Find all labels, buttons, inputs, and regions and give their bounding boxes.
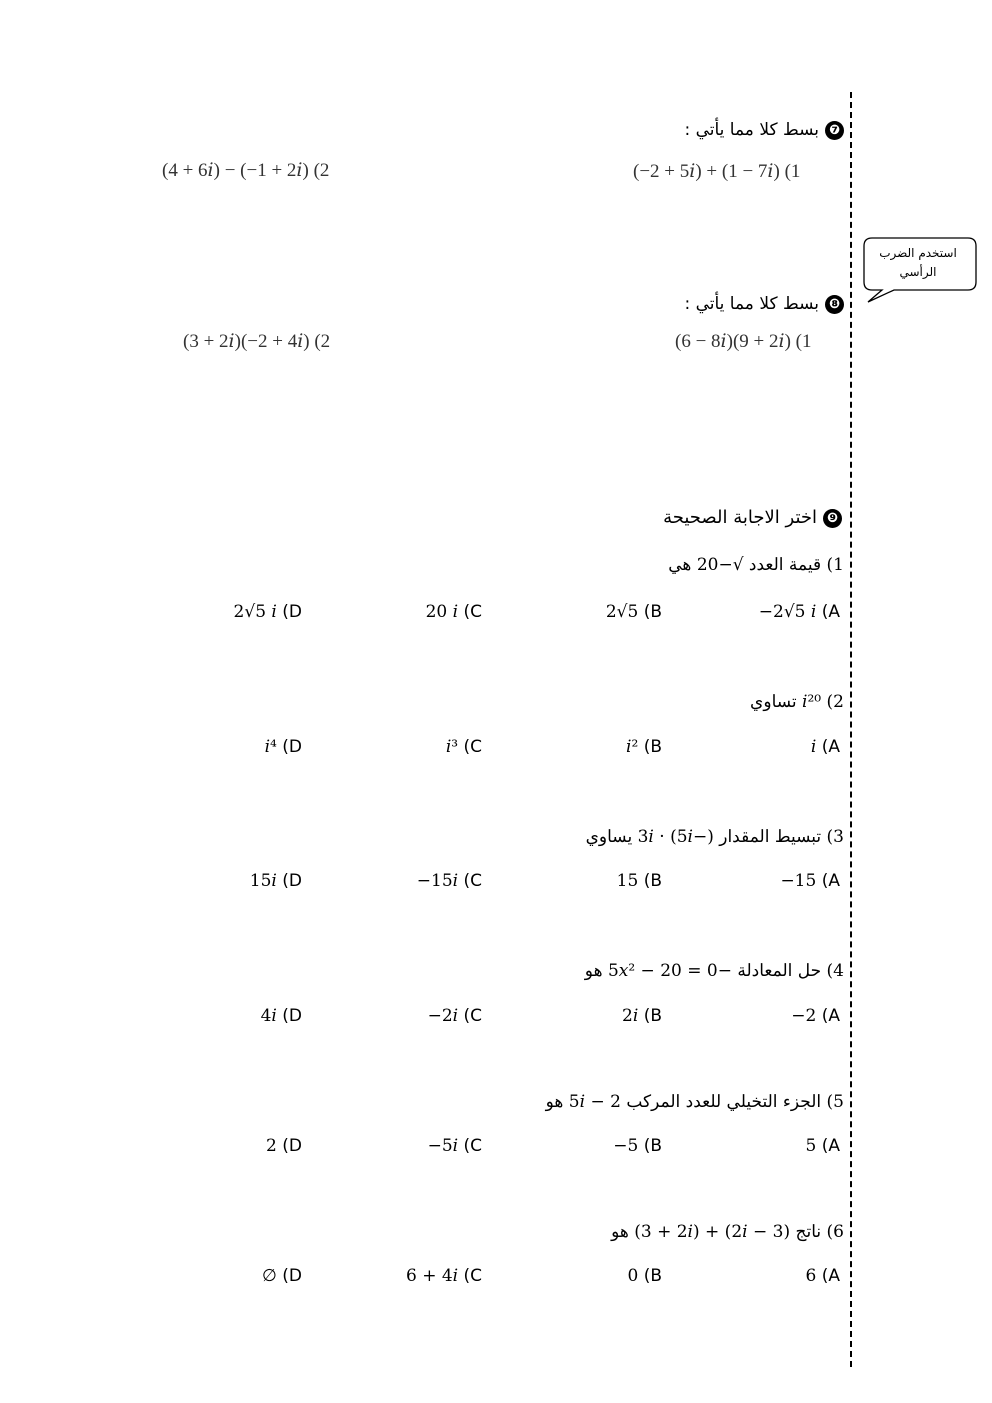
option-value: 15𝑖 [249, 871, 277, 891]
option-value: ∅ [262, 1266, 277, 1286]
option-value: 20 𝑖 [425, 602, 459, 622]
option-letter: (A [816, 602, 840, 622]
option-letter: (A [816, 1266, 840, 1286]
option-letter: (D [276, 737, 302, 757]
option-letter: (B [643, 602, 662, 622]
option-value: 6 + 4𝑖 [405, 1266, 459, 1286]
note-text: استخدم الضرب الرأسي [879, 246, 957, 279]
mcq-6-question: 6) ناتج (3 − 2𝑖) + (3 + 2𝑖) هو [611, 1222, 844, 1242]
mcq-5-option-a[interactable] [806, 1136, 841, 1156]
option-value: 15 [616, 871, 639, 891]
option-value: 4𝑖 [260, 1006, 277, 1026]
option-value: 𝑖⁴ [264, 737, 277, 757]
q8-item-2: (3 + 2𝑖)(−2 + 4𝑖) (2 [183, 331, 331, 352]
option-letter: (A [816, 1006, 840, 1026]
option-value: 2 [266, 1136, 277, 1156]
q7-heading-text: بسط كلا مما يأتي : [684, 120, 819, 140]
option-letter: (D [276, 1266, 302, 1286]
mcq-6-option-a[interactable] [806, 1266, 841, 1286]
q8-heading [684, 294, 844, 314]
option-value: −2√5 𝑖 [758, 602, 817, 622]
option-letter: (C [458, 1136, 482, 1156]
option-value: −2𝑖 [427, 1006, 459, 1026]
mcq-4-option-d[interactable] [261, 1006, 302, 1026]
mcq-4-option-c[interactable] [428, 1006, 482, 1026]
mcq-1-option-d[interactable] [234, 602, 302, 622]
mcq-1-option-b[interactable] [606, 602, 662, 622]
option-value: −15 [780, 871, 817, 891]
option-value: 𝑖 [810, 737, 817, 757]
mcq-5-option-d[interactable] [266, 1136, 302, 1156]
q8-number-badge: ❽ [825, 295, 844, 314]
mcq-2-option-a[interactable] [811, 737, 840, 757]
option-letter: (B [638, 737, 662, 757]
mcq-6-option-d[interactable] [262, 1266, 302, 1286]
option-value: 𝑖² [626, 737, 639, 757]
mcq-4-option-b[interactable] [622, 1006, 662, 1026]
q9-heading-text: اختر الاجابة الصحيحة [663, 507, 817, 528]
option-value: 𝑖³ [445, 737, 459, 757]
q7-item-1: (−2 + 5𝑖) + (1 − 7𝑖) (1 [633, 161, 801, 182]
option-letter: (D [276, 1006, 302, 1026]
mcq-2-question: 2) 𝑖²⁰ تساوي [750, 692, 844, 712]
q9-heading [663, 507, 842, 528]
option-letter: (A [816, 1136, 840, 1156]
option-value: 2√5 𝑖 [233, 602, 277, 622]
mcq-5-question: 5) الجزء التخيلي للعدد المركب 2 − 5𝑖 هو [545, 1092, 844, 1112]
mcq-6-option-c[interactable] [406, 1266, 482, 1286]
q8-item-1: (6 − 8𝑖)(9 + 2𝑖) (1 [675, 331, 812, 352]
option-letter: (B [638, 1266, 662, 1286]
option-value: 2√5 [605, 602, 644, 622]
q7-number-badge: ❼ [825, 121, 844, 140]
option-letter: (D [276, 602, 302, 622]
option-value: −2 [791, 1006, 817, 1026]
mcq-3-question: 3) تبسيط المقدار (−5𝑖) · 3𝑖 يساوي [585, 827, 844, 847]
option-letter: (B [638, 871, 662, 891]
option-letter: (B [638, 1136, 662, 1156]
option-value: −5𝑖 [427, 1136, 459, 1156]
q9-number-badge: ❾ [823, 509, 842, 528]
option-letter: (A [816, 871, 840, 891]
mcq-4-question: 4) حل المعادلة −5𝑥² − 20 = 0 هو [584, 961, 844, 981]
mcq-2-option-d[interactable] [265, 737, 302, 757]
mcq-1-option-a[interactable] [759, 602, 840, 622]
option-letter: (C [458, 1006, 482, 1026]
margin-divider [850, 92, 852, 1367]
mcq-2-option-b[interactable] [626, 737, 662, 757]
mcq-3-option-b[interactable] [617, 871, 662, 891]
mcq-3-option-d[interactable] [250, 871, 302, 891]
option-value: 5 [805, 1136, 817, 1156]
option-letter: (C [458, 737, 482, 757]
q7-heading [684, 120, 844, 140]
option-letter: (B [638, 1006, 662, 1026]
option-value: −15𝑖 [416, 871, 459, 891]
mcq-5-option-c[interactable] [428, 1136, 482, 1156]
mcq-2-option-c[interactable] [446, 737, 482, 757]
mcq-1-option-c[interactable] [426, 602, 482, 622]
option-letter: (D [276, 1136, 302, 1156]
option-value: 2𝑖 [622, 1006, 639, 1026]
q8-heading-text: بسط كلا مما يأتي : [684, 294, 819, 314]
q7-item-2: (4 + 6𝑖) − (−1 + 2𝑖) (2 [162, 160, 330, 181]
mcq-6-option-b[interactable] [627, 1266, 662, 1286]
option-letter: (C [458, 871, 482, 891]
option-letter: (C [458, 602, 482, 622]
mcq-3-option-a[interactable] [780, 871, 840, 891]
option-letter: (D [276, 871, 302, 891]
mcq-4-option-a[interactable] [791, 1006, 840, 1026]
option-value: −5 [613, 1136, 639, 1156]
option-value: 0 [627, 1266, 639, 1286]
option-value: 6 [805, 1266, 817, 1286]
option-letter: (C [458, 1266, 482, 1286]
mcq-5-option-b[interactable] [613, 1136, 662, 1156]
mcq-3-option-c[interactable] [417, 871, 482, 891]
mcq-1-question: 1) قيمة العدد √−20 هي [668, 555, 844, 575]
option-letter: (A [816, 737, 840, 757]
